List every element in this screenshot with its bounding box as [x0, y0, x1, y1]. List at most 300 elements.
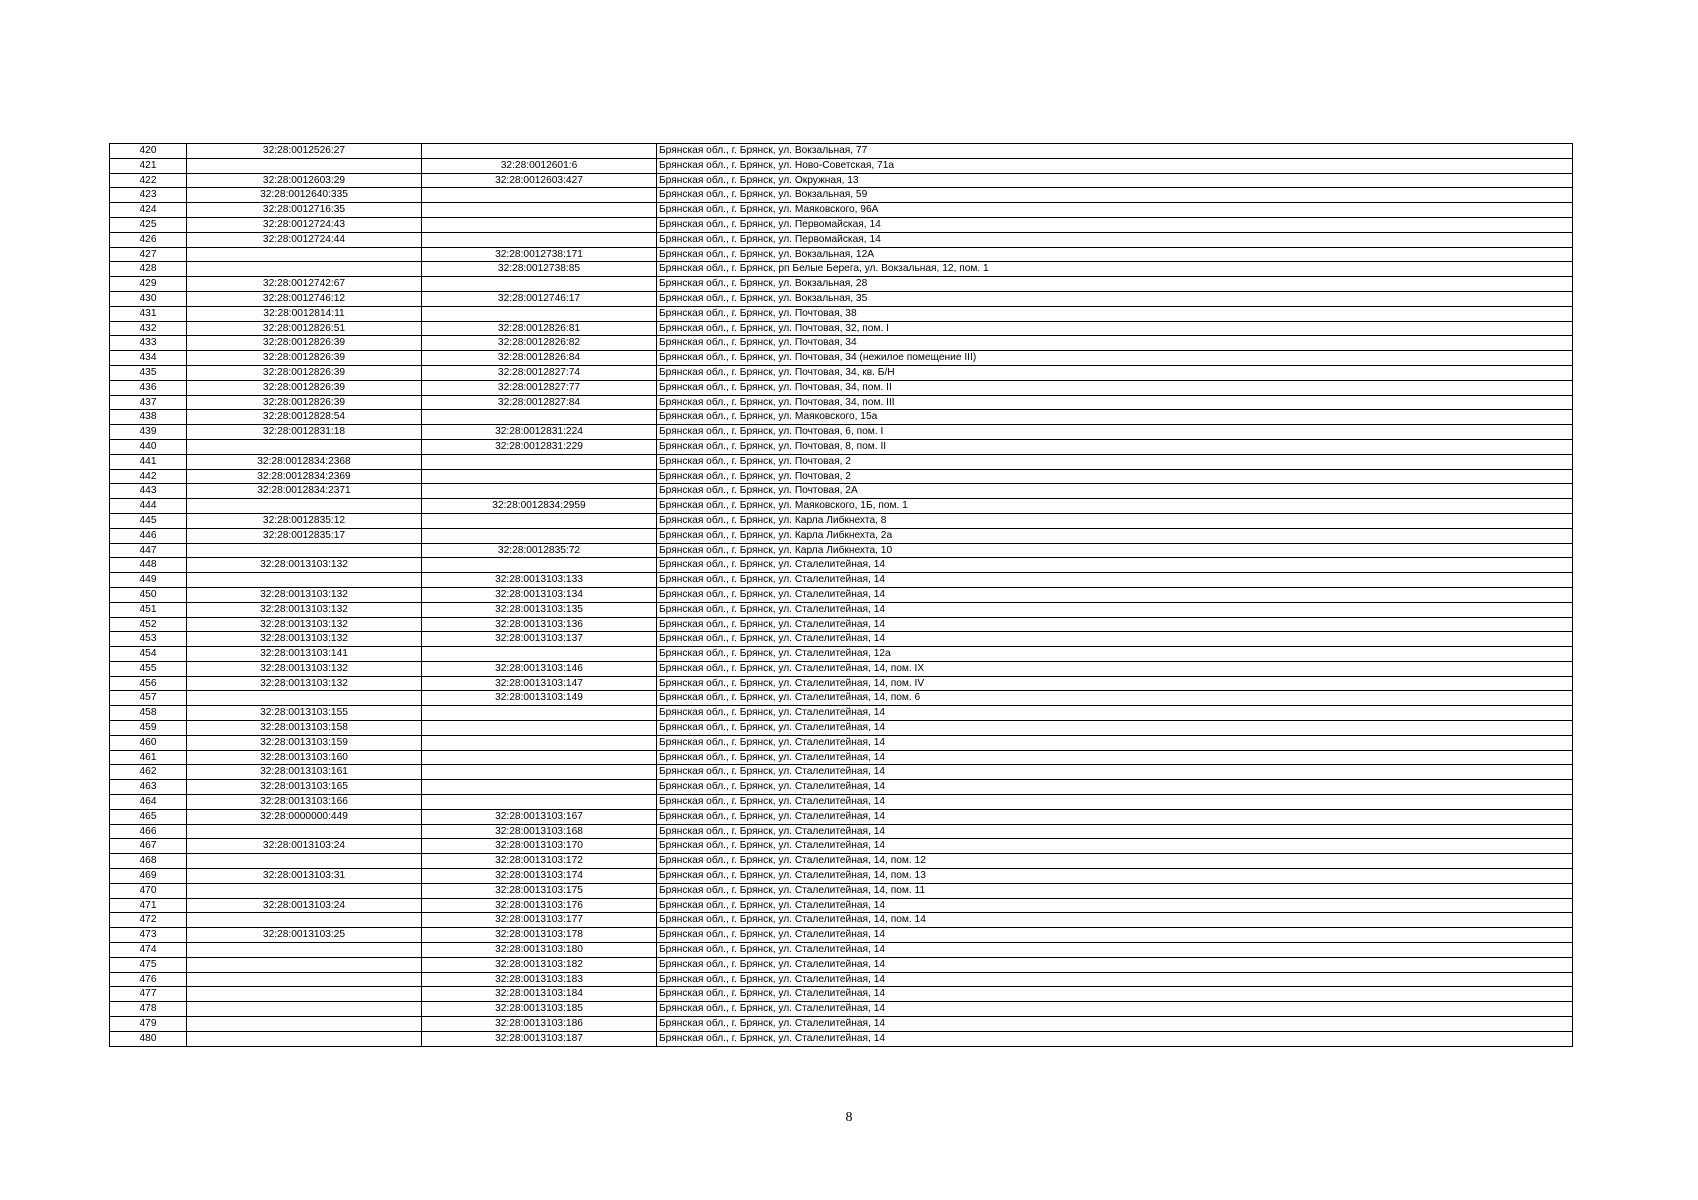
object-cadastral-number-cell	[422, 188, 657, 203]
address-cell: Брянская обл., г. Брянск, ул. Сталелитейная, 14	[657, 602, 1573, 617]
row-number-cell: 421	[110, 158, 187, 173]
object-cadastral-number-cell: 32:28:0013103:180	[422, 943, 657, 958]
table-row	[110, 217, 1573, 232]
address-cell: Брянская обл., г. Брянск, ул. Почтовая, 38	[657, 306, 1573, 321]
land-cadastral-number-cell	[187, 499, 422, 514]
object-cadastral-number-cell: 32:28:0012738:85	[422, 262, 657, 277]
address-cell: Брянская обл., г. Брянск, ул. Почтовая, 6, пом. I	[657, 425, 1573, 440]
object-cadastral-number-cell: 32:28:0013103:134	[422, 587, 657, 602]
table-row	[110, 617, 1573, 632]
row-number-cell: 451	[110, 602, 187, 617]
row-number-cell: 447	[110, 543, 187, 558]
row-number-cell: 446	[110, 528, 187, 543]
table-row	[110, 291, 1573, 306]
row-number-cell: 463	[110, 780, 187, 795]
row-number-cell: 479	[110, 1017, 187, 1032]
address-cell: Брянская обл., г. Брянск, ул. Сталелитейная, 14	[657, 617, 1573, 632]
land-cadastral-number-cell: 32:28:0013103:31	[187, 869, 422, 884]
row-number-cell: 453	[110, 632, 187, 647]
table-row	[110, 602, 1573, 617]
land-cadastral-number-cell	[187, 854, 422, 869]
land-cadastral-number-cell: 32:28:0012828:54	[187, 410, 422, 425]
row-number-cell: 428	[110, 262, 187, 277]
land-cadastral-number-cell: 32:28:0013103:132	[187, 632, 422, 647]
row-number-cell: 440	[110, 439, 187, 454]
table-row	[110, 439, 1573, 454]
land-cadastral-number-cell: 32:28:0013103:158	[187, 721, 422, 736]
address-cell: Брянская обл., г. Брянск, ул. Почтовая, 34, пом. III	[657, 395, 1573, 410]
table-row	[110, 1031, 1573, 1046]
table-row	[110, 351, 1573, 366]
table-row	[110, 869, 1573, 884]
row-number-cell: 465	[110, 809, 187, 824]
table-row	[110, 410, 1573, 425]
address-cell: Брянская обл., г. Брянск, ул. Сталелитейная, 14	[657, 558, 1573, 573]
land-cadastral-number-cell	[187, 1031, 422, 1046]
object-cadastral-number-cell: 32:28:0012826:84	[422, 351, 657, 366]
land-cadastral-number-cell: 32:28:0013103:132	[187, 558, 422, 573]
land-cadastral-number-cell: 32:28:0012834:2369	[187, 469, 422, 484]
address-cell: Брянская обл., г. Брянск, ул. Вокзальная, 28	[657, 277, 1573, 292]
registry-table-body	[110, 144, 1573, 1047]
row-number-cell: 478	[110, 1002, 187, 1017]
table-row	[110, 898, 1573, 913]
land-cadastral-number-cell: 32:28:0012835:17	[187, 528, 422, 543]
table-row	[110, 632, 1573, 647]
row-number-cell: 425	[110, 217, 187, 232]
row-number-cell: 462	[110, 765, 187, 780]
address-cell: Брянская обл., г. Брянск, ул. Сталелитейная, 14	[657, 957, 1573, 972]
row-number-cell: 437	[110, 395, 187, 410]
table-row	[110, 750, 1573, 765]
address-cell: Брянская обл., г. Брянск, ул. Почтовая, 8, пом. II	[657, 439, 1573, 454]
row-number-cell: 450	[110, 587, 187, 602]
table-row	[110, 499, 1573, 514]
page-number: 8	[845, 1110, 853, 1125]
table-row	[110, 188, 1573, 203]
object-cadastral-number-cell: 32:28:0013103:136	[422, 617, 657, 632]
object-cadastral-number-cell	[422, 144, 657, 159]
object-cadastral-number-cell: 32:28:0013103:175	[422, 883, 657, 898]
table-row	[110, 647, 1573, 662]
row-number-cell: 467	[110, 839, 187, 854]
address-cell: Брянская обл., г. Брянск, ул. Почтовая, 2	[657, 454, 1573, 469]
table-row	[110, 513, 1573, 528]
object-cadastral-number-cell	[422, 469, 657, 484]
table-row	[110, 809, 1573, 824]
object-cadastral-number-cell: 32:28:0013103:135	[422, 602, 657, 617]
row-number-cell: 449	[110, 573, 187, 588]
land-cadastral-number-cell: 32:28:0012826:39	[187, 351, 422, 366]
table-row	[110, 780, 1573, 795]
row-number-cell: 459	[110, 721, 187, 736]
address-cell: Брянская обл., г. Брянск, ул. Почтовая, 2	[657, 469, 1573, 484]
object-cadastral-number-cell	[422, 410, 657, 425]
address-cell: Брянская обл., г. Брянск, ул. Сталелитейная, 14, пом. 6	[657, 691, 1573, 706]
land-cadastral-number-cell	[187, 824, 422, 839]
address-cell: Брянская обл., г. Брянск, ул. Сталелитейная, 14	[657, 1017, 1573, 1032]
object-cadastral-number-cell: 32:28:0012603:427	[422, 173, 657, 188]
table-row	[110, 839, 1573, 854]
land-cadastral-number-cell: 32:28:0012746:12	[187, 291, 422, 306]
table-row	[110, 957, 1573, 972]
address-cell: Брянская обл., г. Брянск, ул. Сталелитейная, 14	[657, 706, 1573, 721]
object-cadastral-number-cell	[422, 277, 657, 292]
address-cell: Брянская обл., г. Брянск, ул. Вокзальная, 77	[657, 144, 1573, 159]
object-cadastral-number-cell: 32:28:0012738:171	[422, 247, 657, 262]
address-cell: Брянская обл., г. Брянск, ул. Сталелитейная, 14, пом. IV	[657, 676, 1573, 691]
object-cadastral-number-cell: 32:28:0013103:167	[422, 809, 657, 824]
object-cadastral-number-cell	[422, 558, 657, 573]
land-cadastral-number-cell: 32:28:0013103:166	[187, 795, 422, 810]
object-cadastral-number-cell: 32:28:0012826:82	[422, 336, 657, 351]
land-cadastral-number-cell: 32:28:0000000:449	[187, 809, 422, 824]
row-number-cell: 475	[110, 957, 187, 972]
land-cadastral-number-cell: 32:28:0012834:2371	[187, 484, 422, 499]
object-cadastral-number-cell: 32:28:0013103:177	[422, 913, 657, 928]
address-cell: Брянская обл., г. Брянск, ул. Сталелитейная, 14	[657, 750, 1573, 765]
row-number-cell: 439	[110, 425, 187, 440]
land-cadastral-number-cell: 32:28:0012826:39	[187, 395, 422, 410]
object-cadastral-number-cell: 32:28:0013103:172	[422, 854, 657, 869]
table-row	[110, 765, 1573, 780]
land-cadastral-number-cell: 32:28:0012603:29	[187, 173, 422, 188]
land-cadastral-number-cell: 32:28:0012826:39	[187, 336, 422, 351]
land-cadastral-number-cell: 32:28:0013103:132	[187, 602, 422, 617]
address-cell: Брянская обл., г. Брянск, ул. Почтовая, 32, пом. I	[657, 321, 1573, 336]
object-cadastral-number-cell	[422, 765, 657, 780]
table-row	[110, 928, 1573, 943]
row-number-cell: 422	[110, 173, 187, 188]
address-cell: Брянская обл., г. Брянск, ул. Ново-Советская, 71а	[657, 158, 1573, 173]
address-cell: Брянская обл., г. Брянск, ул. Первомайская, 14	[657, 217, 1573, 232]
row-number-cell: 420	[110, 144, 187, 159]
table-row	[110, 469, 1573, 484]
address-cell: Брянская обл., г. Брянск, ул. Сталелитейная, 14	[657, 839, 1573, 854]
address-cell: Брянская обл., г. Брянск, ул. Сталелитейная, 14, пом. 11	[657, 883, 1573, 898]
land-cadastral-number-cell: 32:28:0013103:132	[187, 661, 422, 676]
address-cell: Брянская обл., г. Брянск, ул. Вокзальная, 12А	[657, 247, 1573, 262]
table-row	[110, 336, 1573, 351]
object-cadastral-number-cell: 32:28:0012831:224	[422, 425, 657, 440]
object-cadastral-number-cell	[422, 232, 657, 247]
table-row	[110, 1002, 1573, 1017]
address-cell: Брянская обл., г. Брянск, ул. Сталелитейная, 14	[657, 824, 1573, 839]
object-cadastral-number-cell: 32:28:0012827:74	[422, 365, 657, 380]
row-number-cell: 441	[110, 454, 187, 469]
land-cadastral-number-cell: 32:28:0013103:132	[187, 676, 422, 691]
land-cadastral-number-cell	[187, 691, 422, 706]
land-cadastral-number-cell: 32:28:0012724:44	[187, 232, 422, 247]
row-number-cell: 431	[110, 306, 187, 321]
object-cadastral-number-cell: 32:28:0013103:174	[422, 869, 657, 884]
address-cell: Брянская обл., г. Брянск, ул. Маяковского, 1Б, пом. 1	[657, 499, 1573, 514]
address-cell: Брянская обл., г. Брянск, ул. Карла Либкнехта, 8	[657, 513, 1573, 528]
table-row	[110, 706, 1573, 721]
row-number-cell: 458	[110, 706, 187, 721]
land-cadastral-number-cell: 32:28:0013103:161	[187, 765, 422, 780]
address-cell: Брянская обл., г. Брянск, ул. Сталелитейная, 14	[657, 632, 1573, 647]
row-number-cell: 471	[110, 898, 187, 913]
table-row	[110, 587, 1573, 602]
land-cadastral-number-cell	[187, 1017, 422, 1032]
land-cadastral-number-cell	[187, 543, 422, 558]
land-cadastral-number-cell: 32:28:0013103:155	[187, 706, 422, 721]
address-cell: Брянская обл., г. Брянск, ул. Сталелитейная, 14, пом. IX	[657, 661, 1573, 676]
object-cadastral-number-cell: 32:28:0013103:186	[422, 1017, 657, 1032]
table-row	[110, 854, 1573, 869]
row-number-cell: 432	[110, 321, 187, 336]
row-number-cell: 470	[110, 883, 187, 898]
object-cadastral-number-cell	[422, 454, 657, 469]
table-row	[110, 144, 1573, 159]
row-number-cell: 429	[110, 277, 187, 292]
land-cadastral-number-cell: 32:28:0012826:51	[187, 321, 422, 336]
address-cell: Брянская обл., г. Брянск, ул. Сталелитейная, 14	[657, 1031, 1573, 1046]
row-number-cell: 469	[110, 869, 187, 884]
address-cell: Брянская обл., г. Брянск, ул. Сталелитейная, 14, пом. 12	[657, 854, 1573, 869]
object-cadastral-number-cell	[422, 203, 657, 218]
table-row	[110, 425, 1573, 440]
row-number-cell: 452	[110, 617, 187, 632]
table-row	[110, 173, 1573, 188]
land-cadastral-number-cell: 32:28:0012834:2368	[187, 454, 422, 469]
land-cadastral-number-cell	[187, 247, 422, 262]
table-row	[110, 454, 1573, 469]
object-cadastral-number-cell	[422, 513, 657, 528]
land-cadastral-number-cell	[187, 262, 422, 277]
land-cadastral-number-cell	[187, 987, 422, 1002]
land-cadastral-number-cell	[187, 1002, 422, 1017]
table-row	[110, 795, 1573, 810]
object-cadastral-number-cell	[422, 484, 657, 499]
table-row	[110, 306, 1573, 321]
table-row	[110, 573, 1573, 588]
land-cadastral-number-cell: 32:28:0013103:24	[187, 839, 422, 854]
table-row	[110, 943, 1573, 958]
table-row	[110, 262, 1573, 277]
table-row	[110, 661, 1573, 676]
object-cadastral-number-cell	[422, 528, 657, 543]
land-cadastral-number-cell: 32:28:0012835:12	[187, 513, 422, 528]
land-cadastral-number-cell: 32:28:0013103:132	[187, 587, 422, 602]
row-number-cell: 477	[110, 987, 187, 1002]
table-row	[110, 158, 1573, 173]
object-cadastral-number-cell: 32:28:0012835:72	[422, 543, 657, 558]
object-cadastral-number-cell	[422, 647, 657, 662]
table-row	[110, 203, 1573, 218]
object-cadastral-number-cell: 32:28:0013103:149	[422, 691, 657, 706]
table-row	[110, 558, 1573, 573]
land-cadastral-number-cell	[187, 158, 422, 173]
row-number-cell: 443	[110, 484, 187, 499]
land-cadastral-number-cell: 32:28:0013103:24	[187, 898, 422, 913]
object-cadastral-number-cell	[422, 735, 657, 750]
object-cadastral-number-cell: 32:28:0013103:170	[422, 839, 657, 854]
address-cell: Брянская обл., г. Брянск, ул. Сталелитейная, 14	[657, 587, 1573, 602]
land-cadastral-number-cell: 32:28:0012742:67	[187, 277, 422, 292]
row-number-cell: 457	[110, 691, 187, 706]
address-cell: Брянская обл., г. Брянск, ул. Сталелитейная, 14	[657, 898, 1573, 913]
table-row	[110, 528, 1573, 543]
table-row	[110, 380, 1573, 395]
row-number-cell: 438	[110, 410, 187, 425]
table-row	[110, 883, 1573, 898]
object-cadastral-number-cell: 32:28:0012826:81	[422, 321, 657, 336]
object-cadastral-number-cell: 32:28:0012601:6	[422, 158, 657, 173]
address-cell: Брянская обл., г. Брянск, ул. Сталелитейная, 14	[657, 1002, 1573, 1017]
land-cadastral-number-cell	[187, 883, 422, 898]
land-cadastral-number-cell: 32:28:0012716:35	[187, 203, 422, 218]
address-cell: Брянская обл., г. Брянск, ул. Сталелитейная, 14, пом. 13	[657, 869, 1573, 884]
row-number-cell: 442	[110, 469, 187, 484]
row-number-cell: 480	[110, 1031, 187, 1046]
row-number-cell: 423	[110, 188, 187, 203]
table-row	[110, 913, 1573, 928]
row-number-cell: 473	[110, 928, 187, 943]
object-cadastral-number-cell: 32:28:0012834:2959	[422, 499, 657, 514]
land-cadastral-number-cell: 32:28:0013103:141	[187, 647, 422, 662]
object-cadastral-number-cell: 32:28:0012827:77	[422, 380, 657, 395]
land-cadastral-number-cell: 32:28:0012831:18	[187, 425, 422, 440]
address-cell: Брянская обл., г. Брянск, ул. Почтовая, 34, пом. II	[657, 380, 1573, 395]
object-cadastral-number-cell: 32:28:0013103:168	[422, 824, 657, 839]
object-cadastral-number-cell: 32:28:0013103:185	[422, 1002, 657, 1017]
address-cell: Брянская обл., г. Брянск, ул. Почтовая, 34	[657, 336, 1573, 351]
object-cadastral-number-cell: 32:28:0013103:184	[422, 987, 657, 1002]
land-cadastral-number-cell: 32:28:0012826:39	[187, 365, 422, 380]
address-cell: Брянская обл., г. Брянск, ул. Сталелитейная, 14	[657, 987, 1573, 1002]
object-cadastral-number-cell: 32:28:0013103:146	[422, 661, 657, 676]
land-cadastral-number-cell: 32:28:0012526:27	[187, 144, 422, 159]
table-row	[110, 735, 1573, 750]
object-cadastral-number-cell	[422, 780, 657, 795]
object-cadastral-number-cell: 32:28:0013103:183	[422, 972, 657, 987]
land-cadastral-number-cell: 32:28:0012640:335	[187, 188, 422, 203]
table-row	[110, 365, 1573, 380]
row-number-cell: 461	[110, 750, 187, 765]
land-cadastral-number-cell: 32:28:0012814:11	[187, 306, 422, 321]
land-cadastral-number-cell	[187, 439, 422, 454]
table-row	[110, 691, 1573, 706]
property-registry-table	[109, 143, 1573, 1047]
row-number-cell: 435	[110, 365, 187, 380]
table-row	[110, 987, 1573, 1002]
land-cadastral-number-cell: 32:28:0013103:25	[187, 928, 422, 943]
address-cell: Брянская обл., г. Брянск, ул. Сталелитейная, 14	[657, 573, 1573, 588]
object-cadastral-number-cell: 32:28:0012827:84	[422, 395, 657, 410]
row-number-cell: 476	[110, 972, 187, 987]
object-cadastral-number-cell	[422, 706, 657, 721]
address-cell: Брянская обл., г. Брянск, ул. Сталелитейная, 14	[657, 943, 1573, 958]
address-cell: Брянская обл., г. Брянск, ул. Сталелитейная, 14	[657, 972, 1573, 987]
land-cadastral-number-cell: 32:28:0013103:159	[187, 735, 422, 750]
address-cell: Брянская обл., г. Брянск, ул. Карла Либкнехта, 2а	[657, 528, 1573, 543]
land-cadastral-number-cell: 32:28:0013103:132	[187, 617, 422, 632]
row-number-cell: 456	[110, 676, 187, 691]
table-row	[110, 277, 1573, 292]
address-cell: Брянская обл., г. Брянск, ул. Сталелитейная, 14	[657, 765, 1573, 780]
address-cell: Брянская обл., г. Брянск, ул. Сталелитейная, 14, пом. 14	[657, 913, 1573, 928]
row-number-cell: 433	[110, 336, 187, 351]
row-number-cell: 468	[110, 854, 187, 869]
table-row	[110, 824, 1573, 839]
address-cell: Брянская обл., г. Брянск, ул. Сталелитейная, 14	[657, 928, 1573, 943]
object-cadastral-number-cell: 32:28:0013103:176	[422, 898, 657, 913]
address-cell: Брянская обл., г. Брянск, ул. Сталелитейная, 12а	[657, 647, 1573, 662]
row-number-cell: 464	[110, 795, 187, 810]
row-number-cell: 445	[110, 513, 187, 528]
table-row	[110, 721, 1573, 736]
row-number-cell: 474	[110, 943, 187, 958]
object-cadastral-number-cell: 32:28:0013103:137	[422, 632, 657, 647]
land-cadastral-number-cell	[187, 972, 422, 987]
table-row	[110, 395, 1573, 410]
object-cadastral-number-cell	[422, 750, 657, 765]
land-cadastral-number-cell: 32:28:0013103:165	[187, 780, 422, 795]
row-number-cell: 454	[110, 647, 187, 662]
address-cell: Брянская обл., г. Брянск, ул. Карла Либкнехта, 10	[657, 543, 1573, 558]
row-number-cell: 472	[110, 913, 187, 928]
address-cell: Брянская обл., г. Брянск, ул. Маяковского, 15а	[657, 410, 1573, 425]
table-row	[110, 232, 1573, 247]
object-cadastral-number-cell	[422, 306, 657, 321]
row-number-cell: 436	[110, 380, 187, 395]
row-number-cell: 427	[110, 247, 187, 262]
address-cell: Брянская обл., г. Брянск, ул. Окружная, 13	[657, 173, 1573, 188]
land-cadastral-number-cell	[187, 913, 422, 928]
object-cadastral-number-cell: 32:28:0012746:17	[422, 291, 657, 306]
land-cadastral-number-cell: 32:28:0012826:39	[187, 380, 422, 395]
address-cell: Брянская обл., г. Брянск, ул. Сталелитейная, 14	[657, 721, 1573, 736]
address-cell: Брянская обл., г. Брянск, ул. Сталелитейная, 14	[657, 809, 1573, 824]
object-cadastral-number-cell	[422, 795, 657, 810]
address-cell: Брянская обл., г. Брянск, ул. Сталелитейная, 14	[657, 780, 1573, 795]
land-cadastral-number-cell	[187, 943, 422, 958]
row-number-cell: 434	[110, 351, 187, 366]
address-cell: Брянская обл., г. Брянск, ул. Сталелитейная, 14	[657, 795, 1573, 810]
object-cadastral-number-cell: 32:28:0013103:178	[422, 928, 657, 943]
object-cadastral-number-cell: 32:28:0012831:229	[422, 439, 657, 454]
land-cadastral-number-cell: 32:28:0013103:160	[187, 750, 422, 765]
land-cadastral-number-cell	[187, 957, 422, 972]
table-row	[110, 484, 1573, 499]
address-cell: Брянская обл., г. Брянск, ул. Первомайская, 14	[657, 232, 1573, 247]
address-cell: Брянская обл., г. Брянск, ул. Почтовая, 2А	[657, 484, 1573, 499]
address-cell: Брянская обл., г. Брянск, рп Белые Берега, ул. Вокзальная, 12, пом. 1	[657, 262, 1573, 277]
row-number-cell: 466	[110, 824, 187, 839]
row-number-cell: 448	[110, 558, 187, 573]
table-row	[110, 1017, 1573, 1032]
address-cell: Брянская обл., г. Брянск, ул. Сталелитейная, 14	[657, 735, 1573, 750]
row-number-cell: 430	[110, 291, 187, 306]
address-cell: Брянская обл., г. Брянск, ул. Вокзальная, 35	[657, 291, 1573, 306]
object-cadastral-number-cell: 32:28:0013103:182	[422, 957, 657, 972]
object-cadastral-number-cell: 32:28:0013103:187	[422, 1031, 657, 1046]
object-cadastral-number-cell: 32:28:0013103:147	[422, 676, 657, 691]
address-cell: Брянская обл., г. Брянск, ул. Почтовая, 34, кв. Б/Н	[657, 365, 1573, 380]
object-cadastral-number-cell	[422, 721, 657, 736]
land-cadastral-number-cell	[187, 573, 422, 588]
table-row	[110, 676, 1573, 691]
table-row	[110, 543, 1573, 558]
address-cell: Брянская обл., г. Брянск, ул. Маяковского, 96А	[657, 203, 1573, 218]
row-number-cell: 426	[110, 232, 187, 247]
row-number-cell: 424	[110, 203, 187, 218]
row-number-cell: 444	[110, 499, 187, 514]
address-cell: Брянская обл., г. Брянск, ул. Почтовая, 34 (нежилое помещение III)	[657, 351, 1573, 366]
object-cadastral-number-cell	[422, 217, 657, 232]
